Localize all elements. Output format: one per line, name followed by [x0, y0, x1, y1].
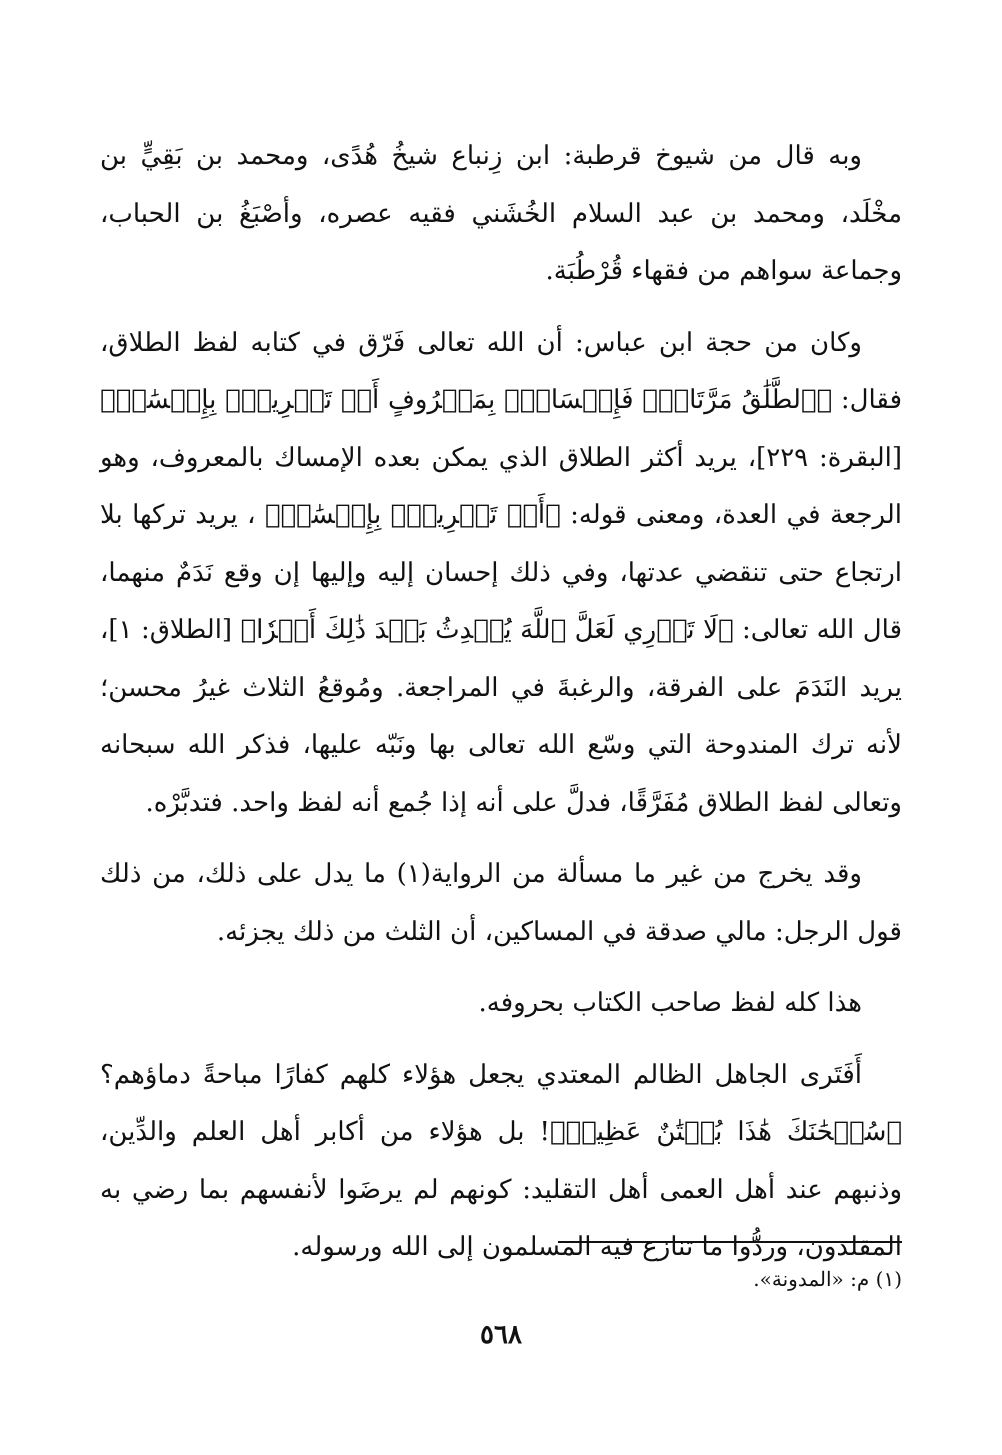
- page-number: ٥٦٨: [480, 1320, 522, 1350]
- footnote: (١) م: «المدونة».: [753, 1267, 902, 1291]
- paragraph-5: أَفَتَرى الجاهل الظالم المعتدي يجعل هؤلاء كلهم كفارًا مباحةً دماؤهم؟ ﴿سُبۡحَٰنَكَ هَٰذَا بُهۡتَٰنٌ عَظِيمٞ﴾! بل هؤلاء من أكابر أهل العلم والدِّين، وذنبهم عند أهل العمى أهل التقليد: كونهم لم يرضَوا لأنفسهم بما رضي به المقلدون، وردُّوا ما تنازع فيه المسلمون إلى الله ورسوله.: [100, 1059, 902, 1262]
- main-text: [100, 128, 902, 1291]
- paragraph-4: هذا كله لفظ صاحب الكتاب بحروفه.: [478, 988, 862, 1018]
- paragraph-2: وكان من حجة ابن عباس: أن الله تعالى فَرّق في كتابه لفظ الطلاق، فقال: ﴿ٱلطَّلَٰقُ مَرَّتَانِۖ فَإِمۡسَاكُۢ بِمَعۡرُوفٍ أَوۡ تَسۡرِيحُۢ بِإِحۡسَٰنٖ﴾ [البقرة: ٢٢٩]، يريد أكثر الطلاق الذي يمكن بعده الإمساك بالمعروف، وهو الرجعة في العدة، ومعنى قوله: ﴿أَوۡ تَسۡرِيحُۢ بِإِحۡسَٰنٖ﴾ ، يريد تركها بلا ارتجاع حتى تنقضي عدتها، وفي ذلك إحسان إليه وإليها إن وقع نَدَمٌ منهما، قال الله تعالى: ﴿لَا تَدۡرِي لَعَلَّ ٱللَّهَ يُحۡدِثُ بَعۡدَ ذَٰلِكَ أَمۡرٗا﴾ [الطلاق: ١]، يريد النَدَمَ على الفرقة، والرغبةَ في المراجعة. ومُوقعُ الثلاث غيرُ محسن؛ لأنه ترك المندوحة التي وسّع الله تعالى بها ونَبّه عليها، فذكر الله سبحانه وتعالى لفظ الطلاق مُفَرَّقًا، فدلَّ على أنه إذا جُمع أنه لفظ واحد. فتدبَّرْه.: [100, 327, 902, 818]
- paragraph-1: وبه قال من شيوخ قرطبة: ابن زِنباع شيخُ هُدًى، ومحمد بن بَقِيٍّ بن مخْلَد، ومحمد بن عبد السلام الخُشَني فقيه عصره، وأصْبَغُ بن الحباب، وجماعة سواهم من فقهاء قُرْطُبَة.: [100, 141, 902, 286]
- paragraph-3: وقد يخرج من غير ما مسألة من الرواية(١) ما يدل على ذلك، من ذلك قول الرجل: مالي صدقة في المساكين، أن الثلث من ذلك يجزئه.: [100, 859, 902, 947]
- footnote-divider: [558, 1241, 902, 1243]
